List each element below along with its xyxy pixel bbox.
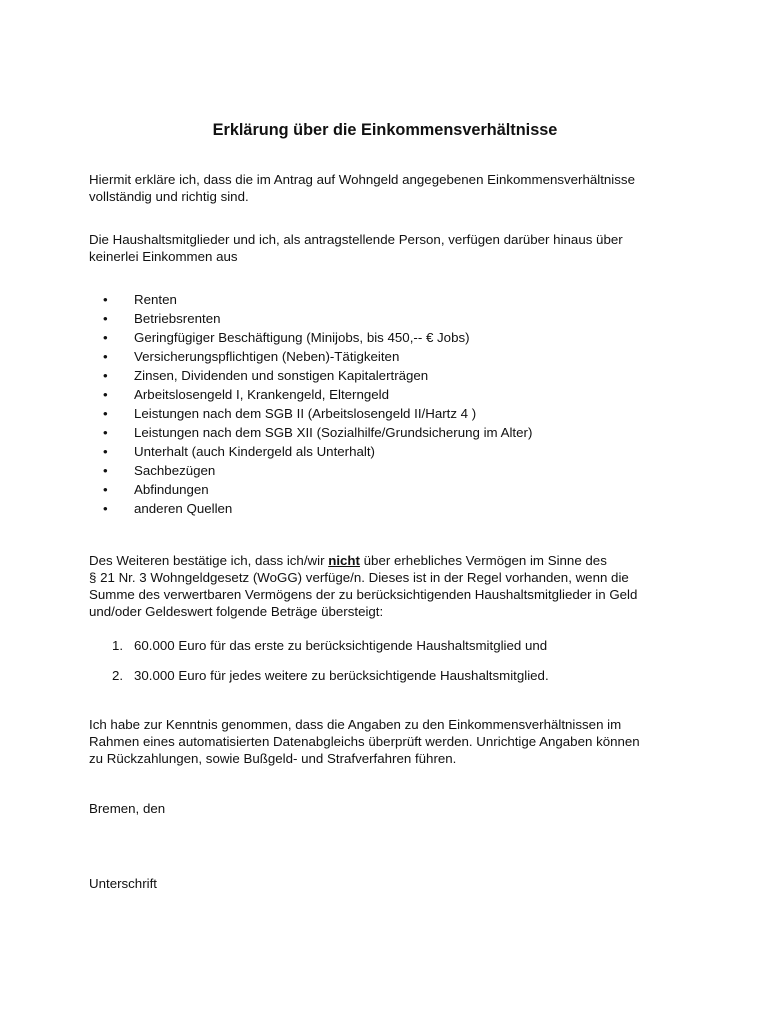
- intro-line: vollständig und richtig sind.: [89, 189, 249, 204]
- bullet-icon: •: [103, 482, 108, 497]
- bullet-icon: •: [103, 292, 108, 307]
- assets-line: Summe des verwertbaren Vermögens der zu berücksichtigenden Haushaltsmitglieder in Geld: [89, 587, 638, 602]
- list-item: • Renten: [103, 292, 177, 307]
- bullet-icon: •: [103, 349, 108, 364]
- bullet-icon: •: [103, 463, 108, 478]
- assets-line: § 21 Nr. 3 Wohngeldgesetz (WoGG) verfüge/n. Dieses ist in der Regel vorhanden, wenn die: [89, 570, 629, 585]
- assets-line: Des Weiteren bestätige ich, dass ich/wir nicht über erhebliches Vermögen im Sinne des: [89, 553, 607, 568]
- bullet-icon: •: [103, 368, 108, 383]
- bullet-icon: •: [103, 330, 108, 345]
- document-title: Erklärung über die Einkommensverhältnisse: [212, 121, 558, 139]
- list-item: • Abfindungen: [103, 482, 209, 497]
- bullet-icon: •: [103, 387, 108, 402]
- intro-line: Hiermit erkläre ich, dass die im Antrag auf Wohngeld angegebenen Einkommensverhältnisse: [89, 172, 635, 187]
- list-item: • Leistungen nach dem SGB II (Arbeitslosengeld II/Hartz 4 ): [103, 406, 477, 421]
- notice-line: Ich habe zur Kenntnis genommen, dass die Angaben zu den Einkommensverhältnissen im: [89, 717, 622, 732]
- list-item: • Leistungen nach dem SGB XII (Sozialhilfe/Grundsicherung im Alter): [103, 425, 533, 440]
- bullet-icon: •: [103, 311, 108, 326]
- assets-line: und/oder Geldeswert folgende Beträge übersteigt:: [89, 604, 384, 619]
- income-sources-list: [89, 290, 689, 518]
- notice-line: zu Rückzahlungen, sowie Bußgeld- und Strafverfahren führen.: [89, 751, 457, 766]
- list-item: • anderen Quellen: [103, 501, 233, 516]
- list-item: • Versicherungspflichtigen (Neben)-Tätigkeiten: [103, 349, 400, 364]
- list-item: • Unterhalt (auch Kindergeld als Unterhalt): [103, 444, 375, 459]
- list-item: • Zinsen, Dividenden und sonstigen Kapitalerträgen: [103, 368, 429, 383]
- household-line: keinerlei Einkommen aus: [89, 249, 238, 264]
- threshold-text: 30.000 Euro für jedes weitere zu berücksichtigende Haushaltsmitglied.: [134, 668, 549, 683]
- threshold-number: 2.: [112, 668, 124, 683]
- notice-line: Rahmen eines automatisierten Datenabgleichs überprüft werden. Unrichtige Angaben können: [89, 734, 640, 749]
- emphasis-nicht: nicht: [328, 553, 360, 568]
- threshold-number: 1.: [112, 638, 124, 653]
- place-date: Bremen, den: [89, 801, 166, 816]
- bullet-icon: •: [103, 406, 108, 421]
- notice-paragraph: [89, 716, 709, 767]
- list-item: • Geringfügiger Beschäftigung (Minijobs, bis 450,-- € Jobs): [103, 330, 470, 345]
- household-paragraph: [89, 231, 689, 265]
- assets-paragraph: [89, 552, 709, 620]
- list-item: • Arbeitslosengeld I, Krankengeld, Elterngeld: [103, 387, 390, 402]
- bullet-icon: •: [103, 444, 108, 459]
- bullet-icon: •: [103, 501, 108, 516]
- list-item: • Betriebsrenten: [103, 311, 221, 326]
- signature-label: Unterschrift: [89, 876, 157, 891]
- list-item: • Sachbezügen: [103, 463, 216, 478]
- intro-paragraph: [89, 171, 689, 205]
- threshold-text: 60.000 Euro für das erste zu berücksichtigende Haushaltsmitglied und: [134, 638, 548, 653]
- bullet-icon: •: [103, 425, 108, 440]
- household-line: Die Haushaltsmitglieder und ich, als antragstellende Person, verfügen darüber hinaus über: [89, 232, 623, 247]
